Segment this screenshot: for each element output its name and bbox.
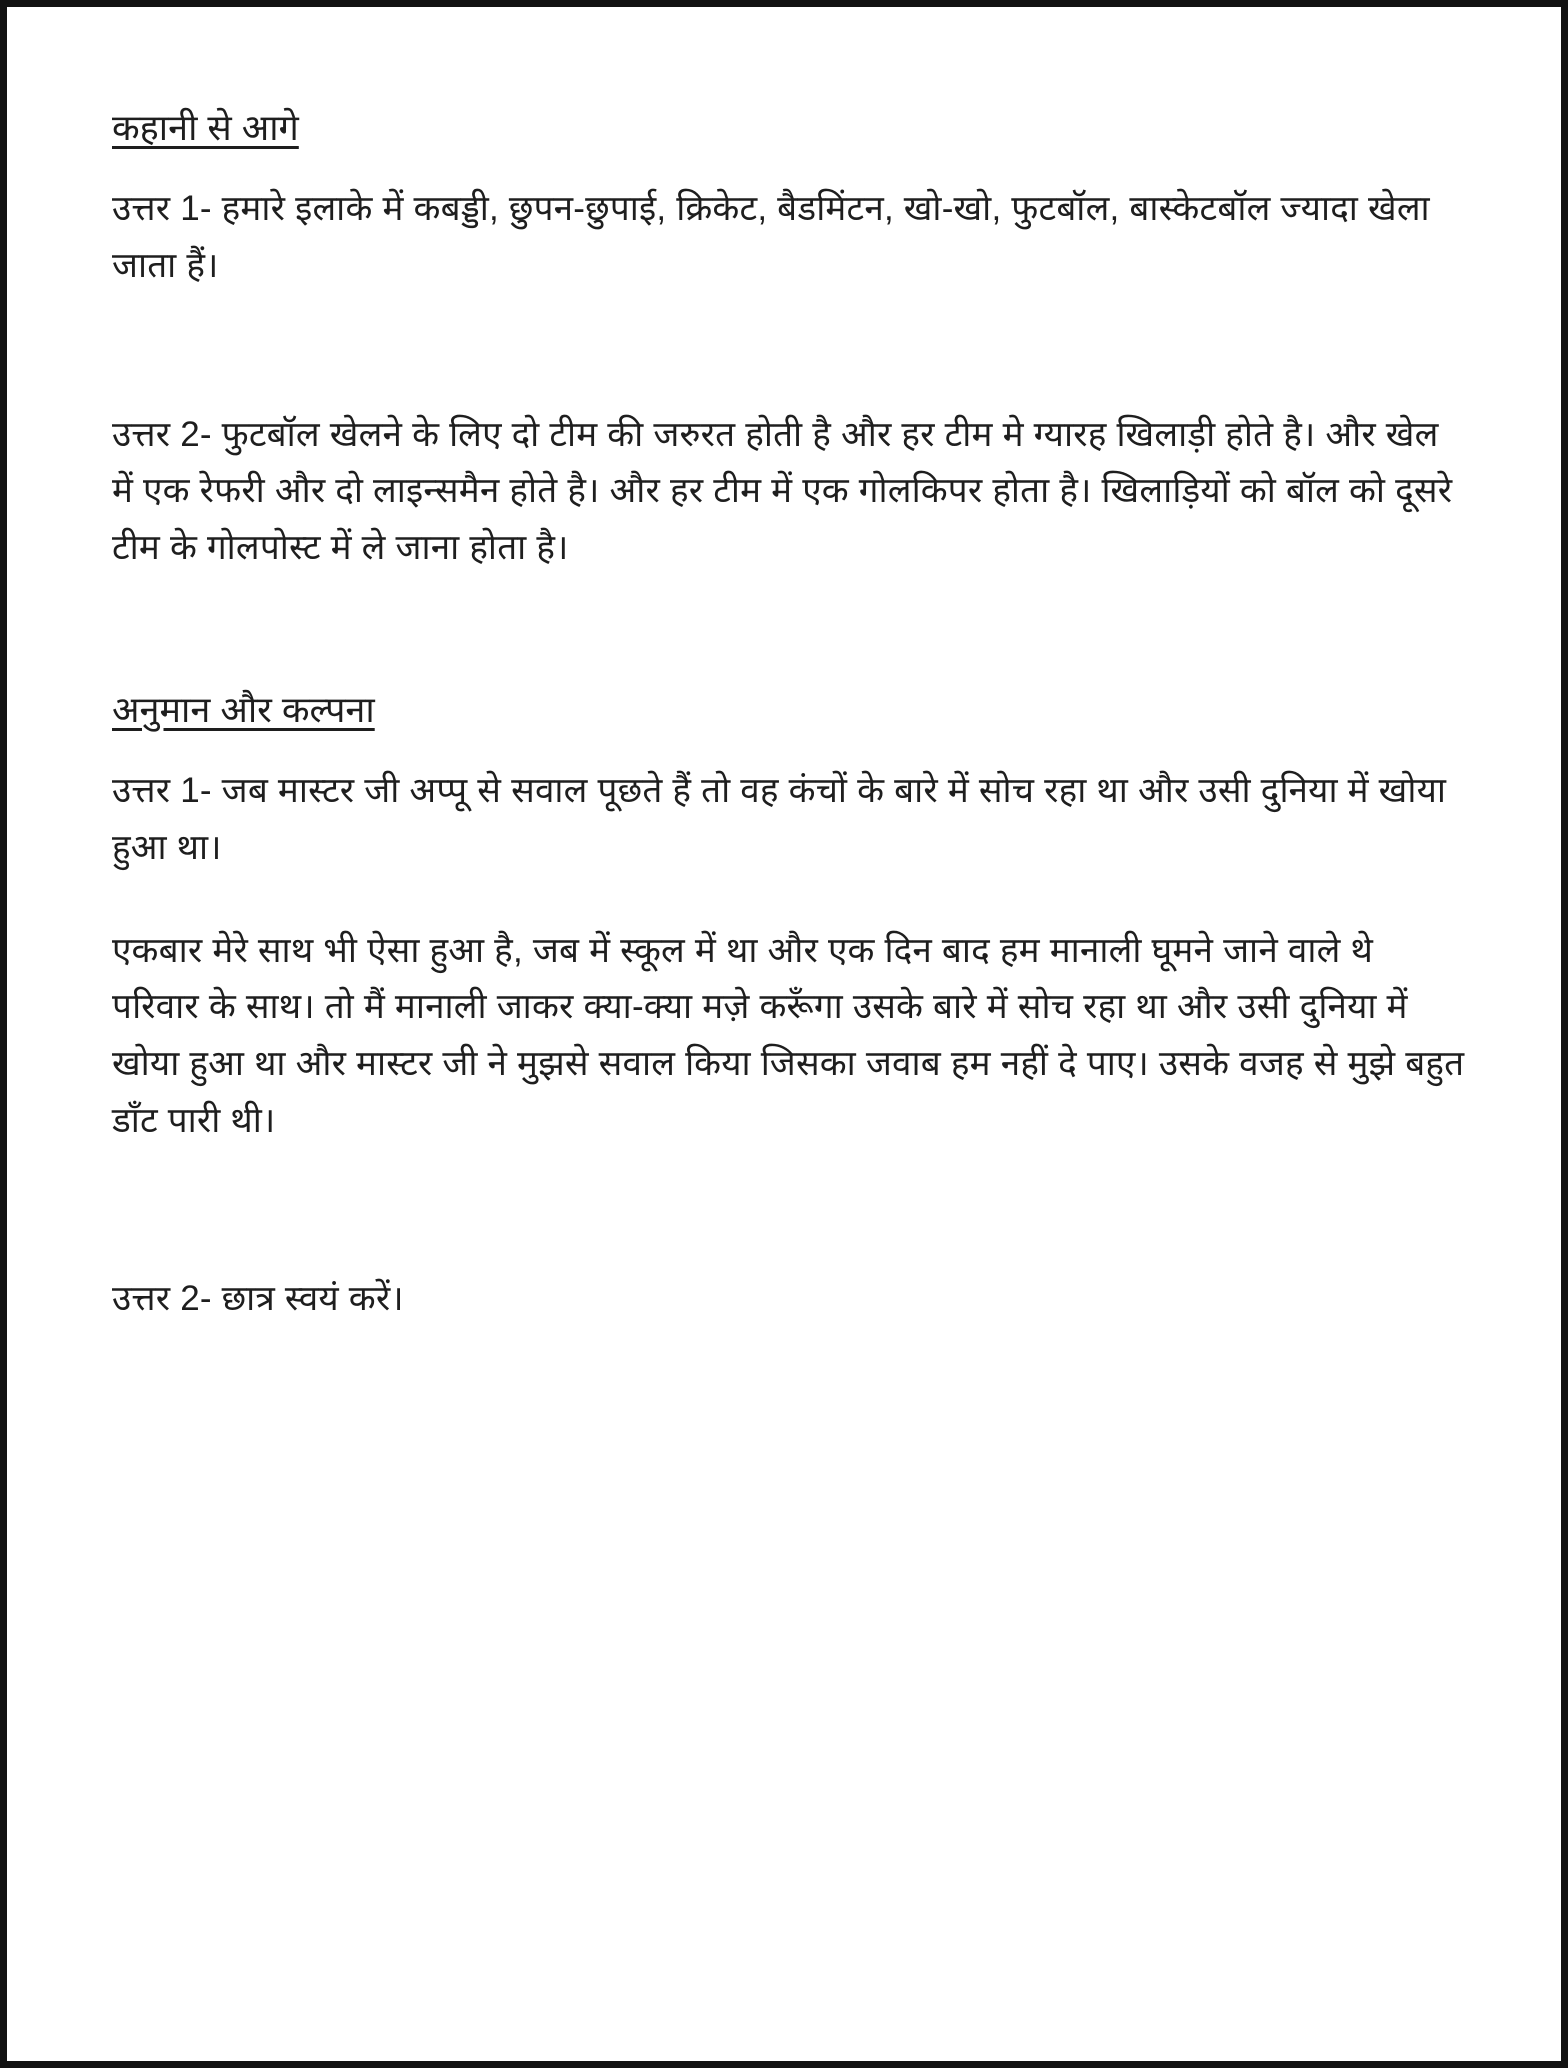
document-content [7, 7, 1561, 1448]
spacer [112, 1149, 1466, 1271]
guess-answer-1-paragraph-1: उत्तर 1- जब मास्टर जी अप्पू से सवाल पूछते हैं तो वह कंचों के बारे में सोच रहा था और उसी दुनिया में खोया हुआ था। [112, 771, 1447, 867]
spacer [112, 877, 1466, 923]
spacer [112, 295, 1466, 407]
story-answer-2-paragraph: उत्तर 2- फुटबॉल खेलने के लिए दो टीम की जरुरत होती है और हर टीम मे ग्यारह खिलाड़ी होते है। और खेल में एक रेफरी और दो लाइन्समैन होते है। और हर टीम में एक गोलकिपर होता है। खिलाड़ियों को बॉल को दूसरे टीम के गोलपोस्ट में ले जाना होता है। [112, 414, 1453, 568]
section-heading-story-continuation: कहानी से आगे [112, 107, 299, 148]
guess-answer-2-paragraph: उत्तर 2- छात्र स्वयं करें। [112, 1279, 404, 1319]
guess-answer-1-paragraph-2: एकबार मेरे साथ भी ऐसा हुआ है, जब में स्कूल में था और एक दिन बाद हम मानाली घूमने जाने वाले थे परिवार के साथ। तो मैं मानाली जाकर क्या-क्या मज़े करूँगा उसके बारे में सोच रहा था और उसी दुनिया में खोया हुआ था और मास्टर जी ने मुझसे सवाल किया जिसका जवाब हम नहीं दे पाए। उसके वजह से मुझे बहुत डाँट पारी थी। [112, 930, 1465, 1140]
story-answer-1-paragraph: उत्तर 1- हमारे इलाके में कबड्डी, छुपन-छुपाई, क्रिकेट, बैडमिंटन, खो-खो, फुटबॉल, बास्केटबॉल ज्यादा खेला जाता हैं। [112, 189, 1430, 286]
section-heading-guess-and-imagination: अनुमान और कल्पना [112, 688, 375, 730]
spacer [112, 577, 1466, 685]
